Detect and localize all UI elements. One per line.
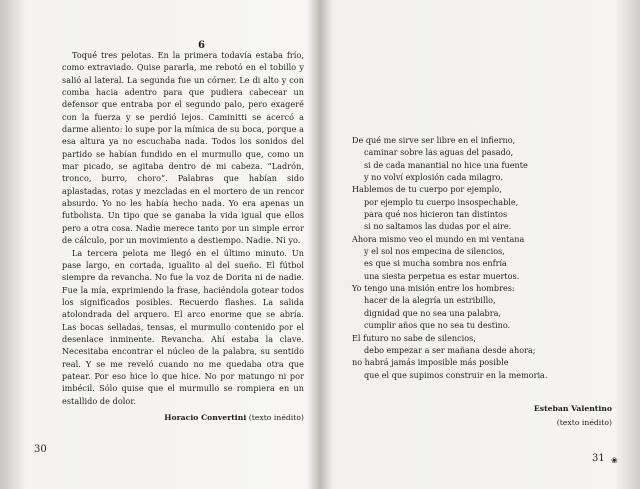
poem-line: y el sol nos empecina de silencios, xyxy=(364,246,505,257)
poem-line: cumplir años que no sea tu destino. xyxy=(364,320,511,331)
story-text xyxy=(62,49,304,424)
poem-line: El futuro no sabe de silencios, xyxy=(352,332,476,343)
poem-line: es que si mucha sombra nos enfría xyxy=(364,258,507,269)
signature-note: (texto inédito) xyxy=(248,412,304,422)
paragraph-2: La tercera pelota me llegó en el último minuto. Un pase largo, en cortada, igualito al del sueño. El fútbol siempre da revancha. No fue la voz de Dorita ni de nadie. Fue la mía, exprimiendo la frase, haciéndola gotear todos los significados posibles. Recuerdo flashes. La salida atolondrada del arquero. El arco enorme que se abría. Las bocas selladas, tensas, el murmullo contenido por el desenlace inminente. Revancha. Ahí estaba la clave. Necesitaba encontrar el núcleo de la palabra, su sentido real. Y se me reveló cuando no me quedaba otra que patear. Por eso hice lo que hice. No por matungo ni por imbécil. Sólo quise que el murmullo se rompiera en un estallido de dolor. xyxy=(62,247,304,406)
poem-line: que el que supimos construir en la memoria. xyxy=(364,369,548,380)
page-number-left: 30 xyxy=(34,444,47,455)
poem-line: si de cada manantial no hice una fuente xyxy=(364,159,528,170)
poem-author-note: (texto inédito) xyxy=(556,418,612,427)
chapter-number: 6 xyxy=(198,40,205,51)
poem-line: Hablemos de tu cuerpo por ejemplo, xyxy=(352,184,502,195)
signature-name: Horacio Convertini xyxy=(164,412,247,422)
poem-line: no habrá jamás imposible más posible xyxy=(352,357,509,368)
poem-author: Esteban Valentino xyxy=(533,404,612,413)
poem-line: De qué me sirve ser libre en el infierno, xyxy=(352,135,516,145)
poem-line: Ahora mismo veo el mundo en mi ventana xyxy=(352,233,525,244)
flower-ornament-icon: ❀ xyxy=(611,456,618,465)
poem-line: y no volví explosión cada milagro. xyxy=(364,172,503,183)
paragraph-1: Toqué tres pelotas. En la primera todavía estaba frío, como extraviado. Quise pararla, me rebotó en el tobillo y salió al lateral. La segunda fue un córner. Le di alto y con comba hacia adentro para que pudiera cabecear un defensor que entraba por el segundo palo, pero exageré con la fuerza y se perdió lejos. Caminitti se acercó a darme aliento: lo supe por la mímica de su boca, porque a esa altura ya no escuchaba nada. Todos los sonidos del partido se habían fundido en el murmullo que, como un mar picado, se agitaba dentro de mi cabeza. “Ladrón, tronco, burro, choro”. Palabras que habían sido aplastadas, rotas y mezcladas en el mortero de un rencor absurdo. Yo no les había hecho nada. Yo era apenas un futbolista. Un tipo que se ganaba la vida igual que ellos pero a otra cosa. Nadie merece tanto por un simple error de cálculo, por un movimiento a destiempo. Nadie. Ni yo. xyxy=(62,50,304,246)
poem-line: Yo tengo una misión entre los hombres: xyxy=(352,283,515,294)
poem-line: dignidad que no sea una palabra, xyxy=(364,307,501,318)
poem-line: una siesta perpetua es estar muertos. xyxy=(364,270,520,281)
poem-line: hacer de la alegría un estribillo, xyxy=(364,295,496,306)
signature xyxy=(62,412,304,424)
poem-line: caminar sobre las aguas del pasado, xyxy=(364,147,514,158)
poem-line: para qué nos hicieron tan distintos xyxy=(364,209,508,220)
page-number-right: 31 xyxy=(592,453,605,464)
poem-line: por ejemplo tu cuerpo insospechable, xyxy=(364,196,519,207)
poem-line: si no saltamos las dudas por el aire. xyxy=(364,221,512,232)
poem xyxy=(352,134,622,381)
poem-line: debo empezar a ser mañana desde ahora; xyxy=(364,344,536,355)
